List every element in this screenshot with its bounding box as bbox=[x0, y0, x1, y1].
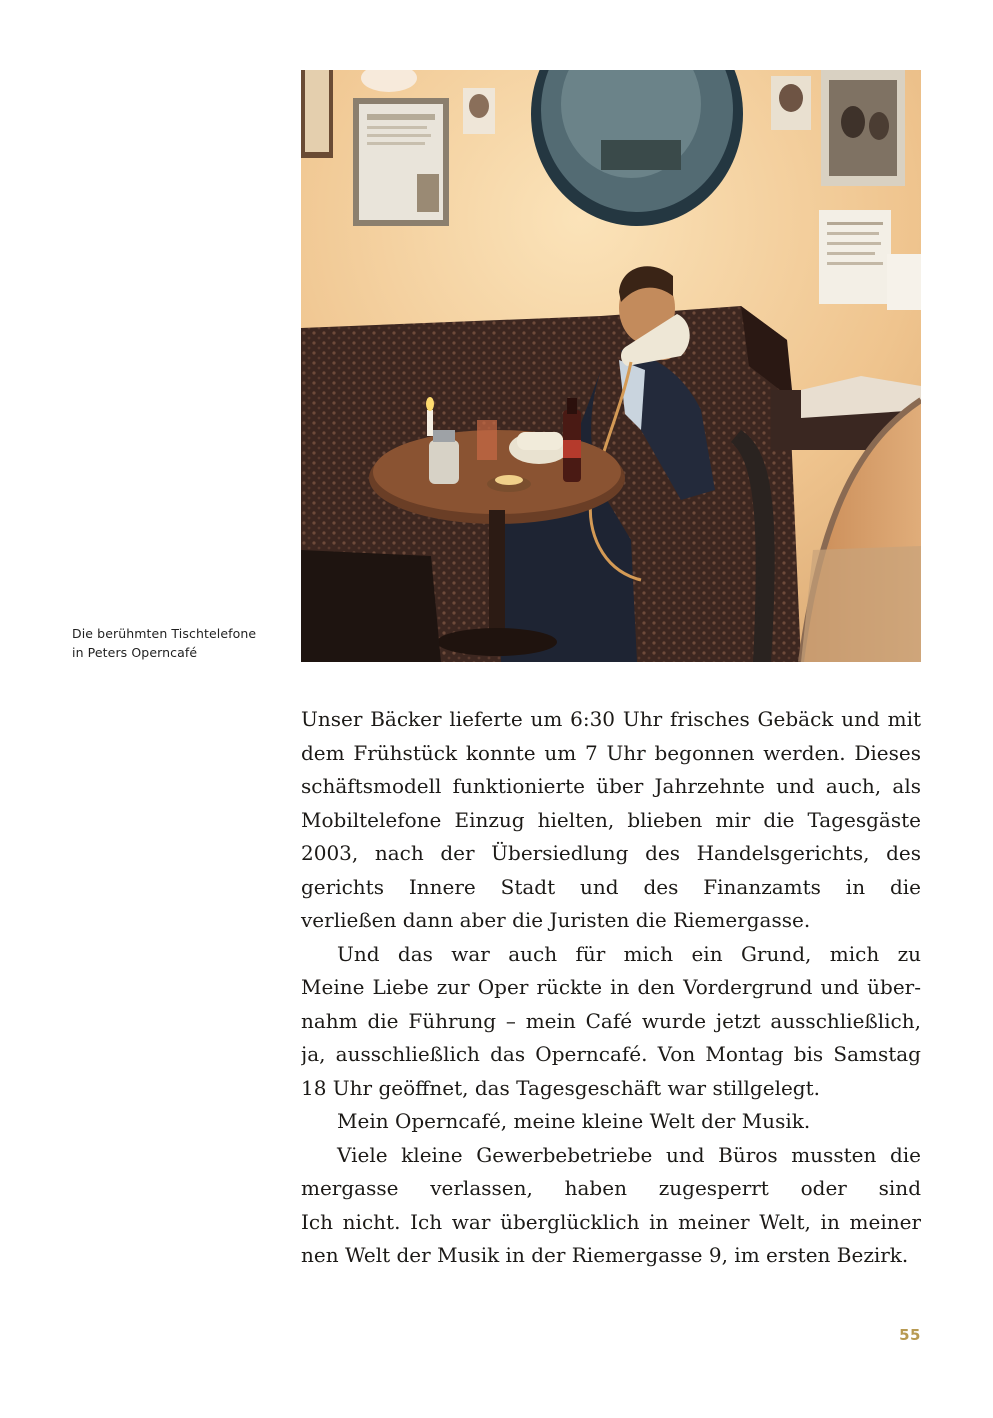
text-line: Mobiltelefone Einzug hielten, blieben mir die Tagesgäste bbox=[301, 807, 921, 832]
text-line: gerichts Innere Stadt und des Finanzamts in die bbox=[301, 874, 921, 899]
text-line: schäftsmodell funktionierte über Jahrzehnte und auch, als bbox=[301, 774, 921, 798]
cafe-photo bbox=[301, 70, 921, 662]
text-line: nahm die Führung – mein Café wurde jetzt ausschließlich, bbox=[301, 1008, 921, 1033]
text-line: Ich nicht. Ich war überglücklich in meiner Welt, in meiner bbox=[301, 1209, 921, 1234]
caption-line: in Peters Operncafé bbox=[72, 645, 198, 660]
text-line: nen Welt der Musik in der Riemergasse 9, im ersten Bezirk. bbox=[301, 1243, 909, 1267]
text-line: Meine Liebe zur Oper rückte in den Vordergrund und über- bbox=[301, 975, 921, 999]
photo-caption bbox=[72, 624, 282, 662]
text-line: Mein Operncafé, meine kleine Welt der Musik. bbox=[337, 1109, 811, 1133]
text-line: ja, ausschließlich das Operncafé. Von Montag bis Samstag bbox=[301, 1042, 921, 1066]
text-line: mergasse verlassen, haben zugesperrt oder sind bbox=[301, 1176, 921, 1200]
text-line: 18 Uhr geöffnet, das Tagesgeschäft war stillgelegt. bbox=[301, 1075, 821, 1100]
photo-illustration bbox=[301, 70, 921, 662]
text-line: Viele kleine Gewerbebetriebe und Büros mussten die bbox=[337, 1142, 921, 1167]
caption-line: Die berühmten Tischtelefone bbox=[72, 626, 257, 641]
text-line: verließen dann aber die Juristen die Riemergasse. bbox=[301, 908, 811, 932]
page-number: 55 bbox=[899, 1326, 921, 1344]
body-text bbox=[301, 703, 921, 1273]
text-line: Unser Bäcker lieferte um 6:30 Uhr frisches Gebäck und mit bbox=[301, 707, 921, 731]
text-line: 2003, nach der Übersiedlung des Handelsgerichts, des bbox=[301, 841, 921, 865]
text-line: Und das war auch für mich ein Grund, mich zu bbox=[337, 941, 921, 966]
text-line: dem Frühstück konnte um 7 Uhr begonnen werden. Dieses bbox=[301, 740, 921, 765]
